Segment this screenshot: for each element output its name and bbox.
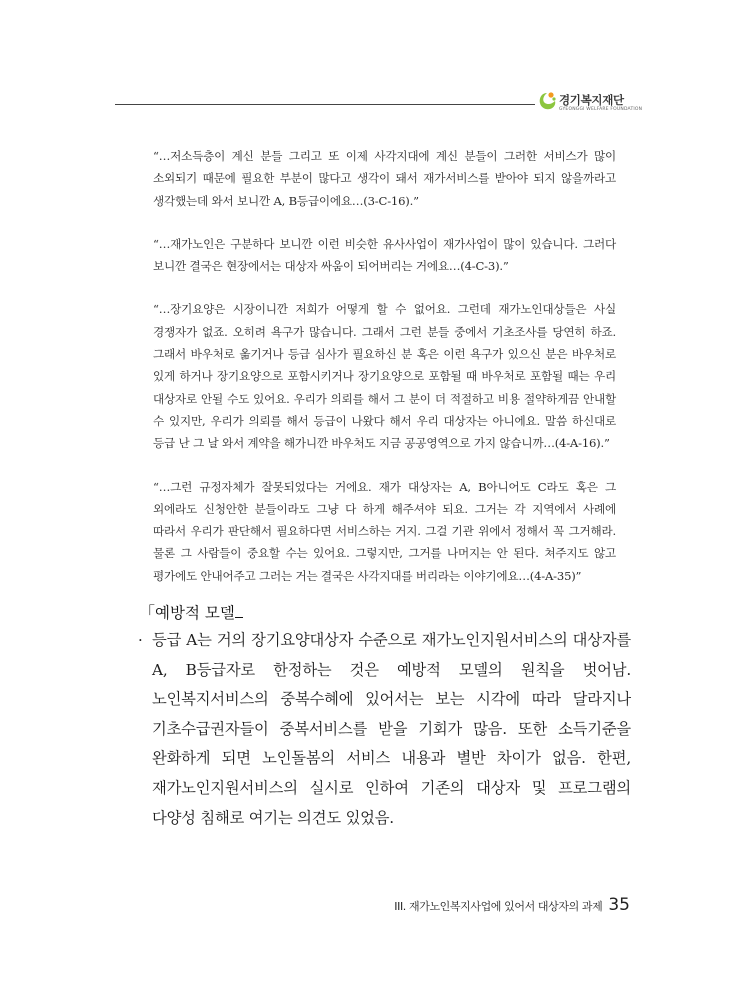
page-footer: [394, 895, 630, 915]
bullet-mark: ·: [138, 631, 143, 649]
logo-name: 경기복지재단: [559, 93, 624, 107]
section-title-underline: [235, 603, 243, 618]
foundation-logo-icon: [537, 90, 557, 112]
page-number: 35: [608, 895, 630, 915]
footer-chapter-title: III. 재가노인복지사업에 있어서 대상자의 과제: [394, 900, 603, 913]
section-bracket: 「: [139, 603, 156, 622]
bullet-paragraph: [138, 626, 631, 833]
section-title-text: 예방적 모델: [155, 604, 235, 622]
logo-subtitle: GYEONGGI WELFARE FOUNDATION: [559, 107, 643, 112]
interview-quotes: [153, 145, 616, 608]
quote-4: “…그런 규정자체가 잘못되었다는 거에요. 재가 대상자는 A, B아니어도 C라도 혹은 그 외에라도 신청안한 분들이라도 그냥 다 하게 해주셔야 되요. 그거는 각 지역에서 사례에 따라서 우리가 판단해서 필요하다면 서비스하는 거지. 그걸 기관 위에서 정해서 꼭 그거해라. 물론 그 사람들이 중요할 수는 있어요. 그렇지만, 그거를 나머지는 안 된다. 쳐주지도 않고 평가에도 안내어주고 그러는 거는 결국은 사각지대를 버리라는 이야기에요…(4-A-35)”: [153, 479, 616, 583]
quote-1: “…저소득층이 계신 분들 그리고 또 이제 사각지대에 계신 분들이 그러한 서비스가 많이 소외되기 때문에 필요한 부분이 많다고 생각이 돼서 재가서비스를 받아야 되지 않을까라고 생각했는데 와서 보니깐 A, B등급이에요…(3-C-16).”: [153, 149, 616, 208]
quote-3: “…장기요양은 시장이니깐 저희가 어떻게 할 수 없어요. 그런데 재가노인대상들은 사실 경쟁자가 없죠. 오히려 욕구가 많습니다. 그래서 그런 분들 중에서 기초조사를 당연히 하죠. 그래서 바우처로 옮기거나 등급 심사가 필요하신 분 혹은 이런 욕구가 있으신 분은 바우처로 있게 하거나 장기요양으로 포함시키거나 장기요양으로 포함될 때 바우처로 포함될 때는 우리 대상자로 안될 수도 있어요. 우리가 의뢰를 해서 그 분이 더 적절하고 비용 절약하게끔 안내할 수 있지만, 우리가 의뢰를 해서 등급이 나왔다 해서 우리 대상자는 아니에요. 말씀 하신대로 등급 난 그 날 와서 계약을 해가니깐 바우처도 지금 공공영역으로 가지 않습니까…(4-A-16).”: [153, 302, 616, 451]
foundation-logo: [537, 90, 657, 118]
section-heading: [139, 600, 243, 623]
header-rule: [115, 104, 535, 105]
bullet-text: 등급 A는 거의 장기요양대상자 수준으로 재가노인지원서비스의 대상자를 A, B등급자로 한정하는 것은 예방적 모델의 원칙을 벗어남. 노인복지서비스의 중복수혜에 있어서는 보는 시각에 따라 달라지나 기초수급권자들이 중복서비스를 받을 기회가 많음. 또한 소득기준을 완화하게 되면 노인돌봄의 서비스 내용과 별반 차이가 없음. 한편, 재가노인지원서비스의 실시로 인하여 기존의 대상자 및 프로그램의 다양성 침해로 여기는 의견도 있었음.: [152, 631, 631, 827]
quote-2: “…재가노인은 구분하다 보니깐 이런 비슷한 유사사업이 재가사업이 많이 있습니다. 그러다 보니깐 결국은 현장에서는 대상자 싸움이 되어버리는 거에요…(4-C-3).”: [153, 236, 616, 274]
